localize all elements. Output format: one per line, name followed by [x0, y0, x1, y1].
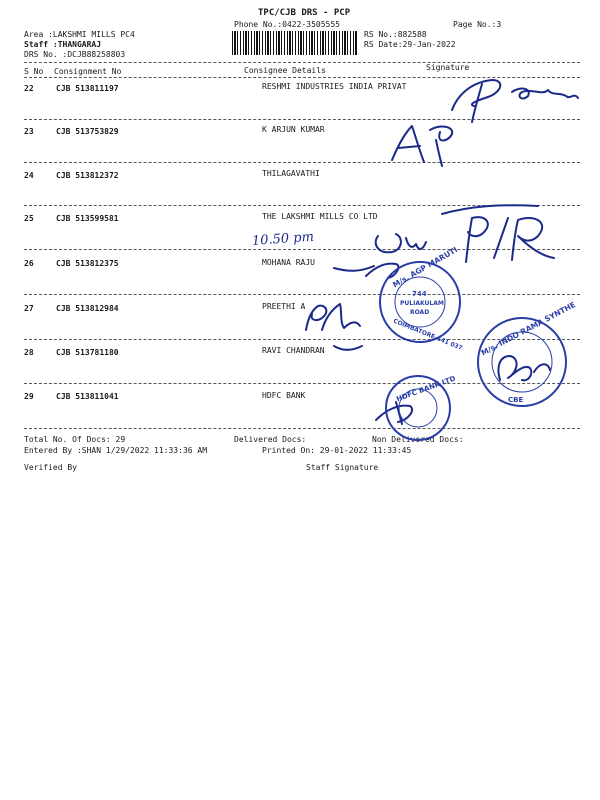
signature-row-26-stroke — [334, 264, 398, 278]
col-sno: S No — [24, 67, 44, 76]
row-consignment: CJB 513811197 — [56, 84, 119, 93]
page-number: Page No.:3 — [453, 20, 502, 29]
entered-by: Entered By :SHAN 1/29/2022 11:33:36 AM — [24, 446, 208, 455]
signature-row-29 — [376, 402, 412, 424]
rama-stamp-line2: CBE — [508, 396, 524, 404]
row-divider — [24, 428, 580, 429]
row-consignment: CJB 513812984 — [56, 304, 119, 313]
rs-date: RS Date:29-Jan-2022 — [364, 40, 456, 49]
drs-number: DRS No. :DCJB88258803 — [24, 50, 126, 59]
staff-signature: Staff Signature — [306, 463, 379, 472]
col-consignee: Consignee Details — [244, 66, 326, 75]
row-sno: 23 — [24, 127, 34, 136]
maruti-stamp-line1: M/s. AGP MARUTI — [391, 245, 460, 290]
signature-row-23 — [392, 126, 452, 166]
rama-stamp — [478, 318, 566, 406]
maruti-stamp-line4: ROAD — [410, 309, 430, 316]
row-consignment: CJB 513812375 — [56, 259, 119, 268]
row-consignee: MOHANA RAJU — [262, 258, 315, 267]
row-consignment: CJB 513599581 — [56, 214, 119, 223]
rama-stamp-line1: M/s. INDO RAMA SYNTHE — [479, 300, 577, 358]
non-delivered-docs: Non Delivered Docs: — [372, 435, 464, 444]
phone-number: Phone No.:0422-3505555 — [234, 20, 340, 29]
row-divider — [24, 162, 580, 163]
signature-row-28-stroke — [334, 346, 362, 350]
row-divider — [24, 249, 580, 250]
staff-label: Staff :THANGARAJ — [24, 40, 102, 49]
area-label: Area :LAKSHMI MILLS PC4 — [24, 30, 135, 39]
row-consignee: THILAGAVATHI — [262, 169, 320, 178]
delivered-docs: Delivered Docs: — [234, 435, 307, 444]
barcode — [232, 31, 358, 55]
row-sno: 27 — [24, 304, 34, 313]
signature-row-27 — [306, 304, 360, 330]
signature-row-25-initials — [466, 217, 554, 262]
maruti-stamp-line2: 744 — [412, 290, 427, 298]
row-consignment: CJB 513753829 — [56, 127, 119, 136]
row-sno: 28 — [24, 348, 34, 357]
row-sno: 24 — [24, 171, 34, 180]
row-sno: 26 — [24, 259, 34, 268]
signature-row-22 — [452, 80, 578, 122]
maruti-stamp — [380, 262, 460, 342]
document-title: TPC/CJB DRS - PCP — [258, 8, 351, 18]
row-divider — [24, 383, 580, 384]
printed-on: Printed On: 29-01-2022 11:33:45 — [262, 446, 412, 455]
maruti-stamp-line3: PULIAKULAM — [400, 300, 444, 307]
row-sno: 29 — [24, 392, 34, 401]
rs-number: RS No.:882588 — [364, 30, 427, 39]
verified-by: Verified By — [24, 463, 77, 472]
row-consignee: HDFC BANK — [262, 391, 306, 400]
row-consignee: RAVI CHANDRAN — [262, 346, 325, 355]
row-sno: 22 — [24, 84, 34, 93]
maruti-stamp-line5: COIMBATORE-641 037 — [392, 317, 464, 352]
signature-row-28 — [498, 356, 550, 380]
hdfc-stamp-line1: HDFC BANK LTD — [395, 374, 457, 404]
hdfc-stamp — [386, 376, 450, 440]
total-docs: Total No. Of Docs: 29 — [24, 435, 126, 444]
row-consignee: RESHMI INDUSTRIES INDIA PRIVAT — [262, 82, 407, 91]
header-rule-top — [24, 62, 580, 63]
col-consignment: Consignment No — [54, 67, 122, 76]
row-divider — [24, 119, 580, 120]
row-consignee: PREETHI A — [262, 302, 306, 311]
handwritten-time-row-25: 10.50 pm — [251, 229, 315, 249]
row-consignee: K ARJUN KUMAR — [262, 125, 325, 134]
row-consignment: CJB 513812372 — [56, 171, 119, 180]
col-signature: Signature — [426, 63, 470, 72]
header-rule-bottom — [24, 77, 580, 78]
row-divider — [24, 339, 580, 340]
row-sno: 25 — [24, 214, 34, 223]
row-consignment: CJB 513781180 — [56, 348, 119, 357]
row-consignee: THE LAKSHMI MILLS CO LTD — [262, 212, 378, 221]
row-divider — [24, 294, 580, 295]
signature-row-25-stroke — [442, 205, 538, 214]
row-consignment: CJB 513811041 — [56, 392, 119, 401]
row-divider — [24, 205, 580, 206]
